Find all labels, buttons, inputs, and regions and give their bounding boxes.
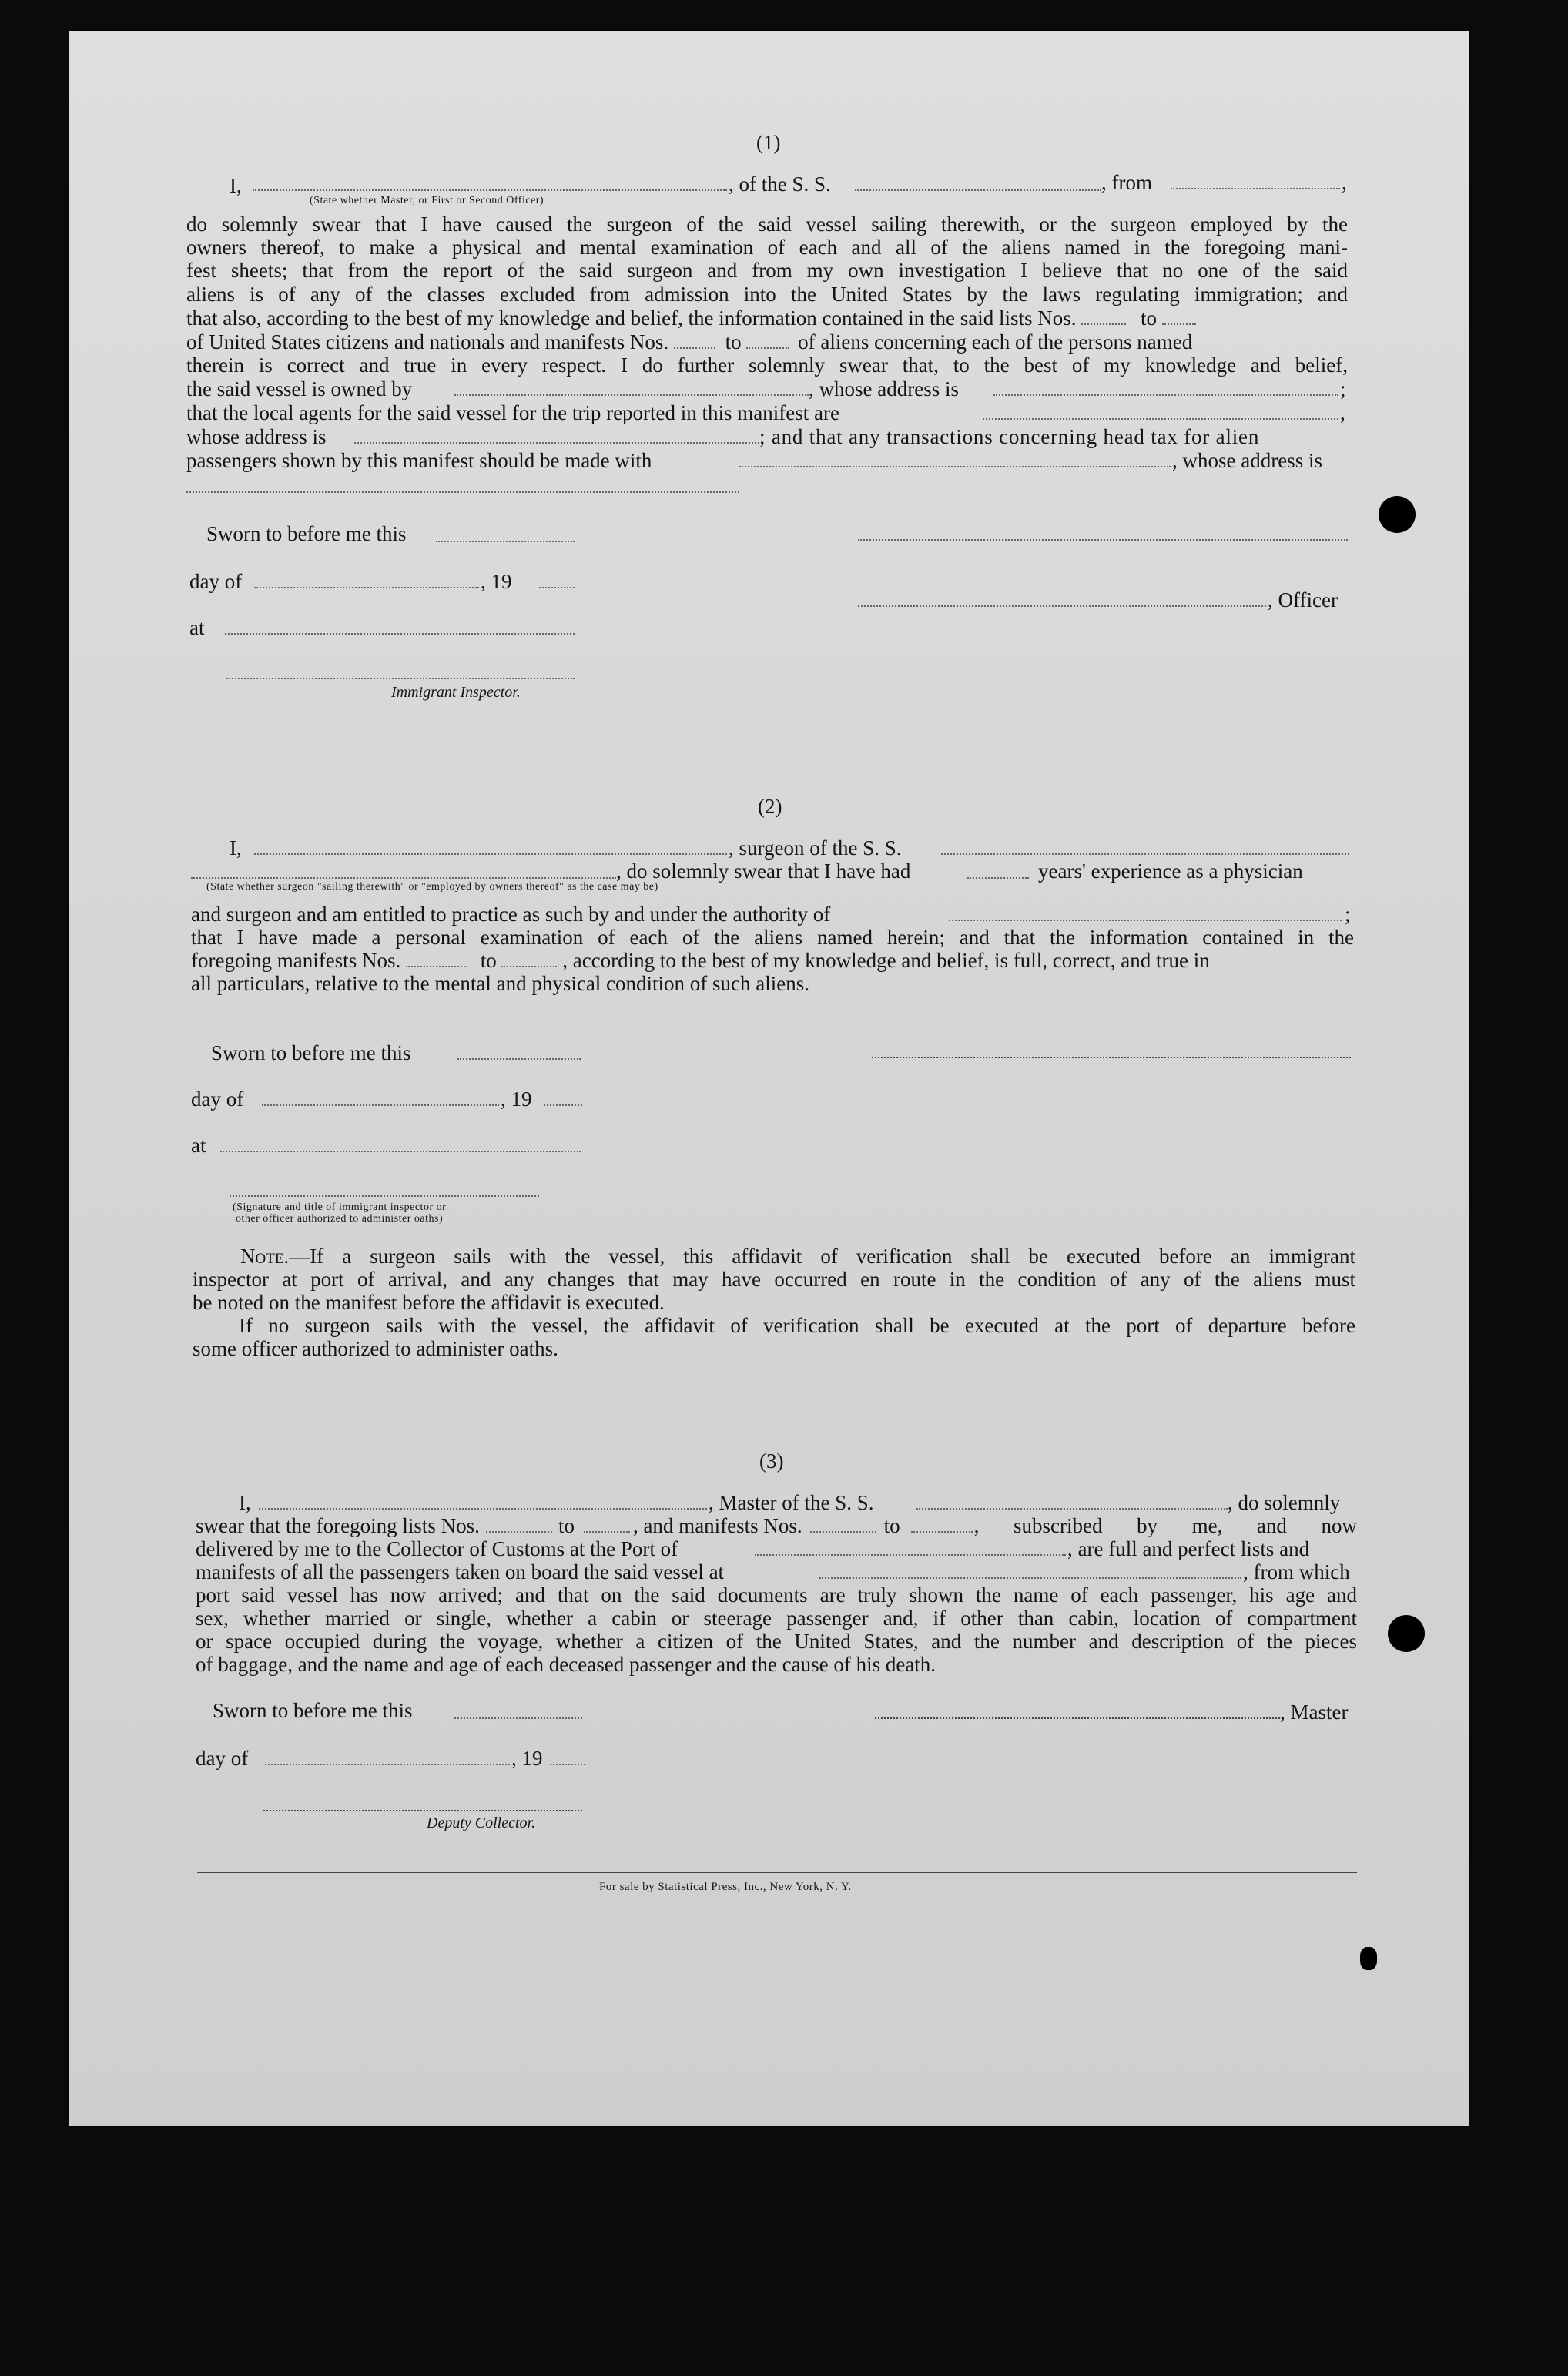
lists-to-field[interactable] <box>1162 308 1196 325</box>
manifests-to-field[interactable] <box>746 332 789 349</box>
years-experience-field[interactable] <box>967 877 1029 879</box>
port-field[interactable] <box>755 1554 1066 1556</box>
section2-inspector-signature-line[interactable] <box>230 1195 539 1197</box>
section2-manifests-from-field[interactable] <box>406 950 467 967</box>
section1-line8a: the said vessel is owned by <box>186 377 413 400</box>
section3-ship-field[interactable] <box>916 1508 1228 1510</box>
section3-line2-text: swear that the foregoing lists Nos. <box>196 1514 480 1537</box>
owner-field[interactable] <box>454 394 809 396</box>
section2-surgeon-of: , surgeon of the S. S. <box>729 836 902 860</box>
section1-number: (1) <box>756 131 781 154</box>
section3-year: , 19 <box>511 1747 543 1770</box>
paper-mark <box>1360 1947 1377 1970</box>
note-line5: some officer authorized to administer oaths. <box>193 1337 558 1360</box>
ship-name-field[interactable] <box>855 189 1101 191</box>
section1-line8b: , whose address is <box>809 377 959 400</box>
section1-year-field[interactable] <box>539 587 575 588</box>
note-label: Note. <box>240 1245 290 1268</box>
section1-comma: , <box>1342 171 1347 194</box>
section2-ship-field[interactable] <box>941 853 1349 855</box>
section2-state-note: (State whether surgeon "sailing therewith" or "employed by owners thereof" as the case may be) <box>206 881 658 893</box>
section1-i-label: I, <box>230 174 242 197</box>
agents-address-field[interactable] <box>354 442 759 444</box>
section3-deputy: Deputy Collector. <box>427 1815 536 1831</box>
section1-at: at <box>189 616 205 639</box>
section1-line11a: passengers shown by this manifest should be made with <box>186 449 652 472</box>
section1-line9b: , <box>1340 401 1345 424</box>
owner-address-field[interactable] <box>993 394 1338 396</box>
section1-inspector-signature-line[interactable] <box>226 678 575 679</box>
section1-line7: therein is correct and true in every respect. I do further solemnly swear that, to the best of my knowledge and belief, <box>186 354 1348 377</box>
section2-years: years' experience as a physician <box>1038 860 1303 883</box>
section1-line6 <box>186 330 1192 354</box>
section2-line3-text: foregoing manifests Nos. <box>191 949 401 972</box>
section3-master-of: , Master of the S. S. <box>709 1491 874 1514</box>
surgeon-status-field[interactable] <box>191 877 616 879</box>
section1-of-ss: , of the S. S. <box>729 173 831 196</box>
section1-year: , 19 <box>481 570 512 593</box>
section3-manifests-to-field[interactable] <box>911 1516 973 1533</box>
section1-line4: aliens is of any of the classes excluded from admission into the United States by the laws regulating immigration; and <box>186 283 1348 306</box>
section2-line3 <box>191 949 1210 973</box>
section2-sworn: Sworn to before me this <box>211 1041 411 1064</box>
footer-imprint: For sale by Statistical Press, Inc., New York, N. Y. <box>599 1881 852 1893</box>
practice-authority-field[interactable] <box>949 920 1342 921</box>
section3-day-of: day of <box>196 1747 249 1770</box>
section2-year: , 19 <box>501 1087 532 1111</box>
section3-line5: port said vessel has now arrived; and that on the said documents are truly shown the name of each passenger, his age and <box>196 1583 1357 1607</box>
note-line1 <box>240 1245 1355 1268</box>
section2-sig-note1: (Signature and title of immigrant inspector or <box>233 1201 447 1213</box>
section2-line1: and surgeon and am entitled to practice as such by and under the authority of <box>191 903 831 926</box>
section2-line2: that I have made a personal examination of each of the aliens named herein; and that the information contained in the <box>191 926 1354 949</box>
section1-line3: fest sheets; that from the report of the said surgeon and from my own investigation I believe that no one of the said <box>186 259 1348 282</box>
section1-line6-end: of aliens concerning each of the persons named <box>798 330 1193 354</box>
section3-deputy-signature-line[interactable] <box>263 1810 582 1811</box>
section3-line2-to1: to <box>558 1514 575 1537</box>
lists-from-field[interactable] <box>1081 308 1126 325</box>
section1-line8c: ; <box>1340 377 1346 400</box>
section2-line1-end: ; <box>1345 903 1351 926</box>
section2-line4: all particulars, relative to the mental and physical condition of such aliens. <box>191 972 809 995</box>
section2-line3-to: to <box>480 949 497 972</box>
section1-day-field[interactable] <box>254 587 479 588</box>
section3-number: (3) <box>759 1449 784 1473</box>
section2-swear-had: , do solemnly swear that I have had <box>616 860 911 883</box>
note-line2: inspector at port of arrival, and any changes that may have occurred en route in the condition of any of the aliens must <box>193 1268 1355 1291</box>
section3-manifests-from-field[interactable] <box>810 1516 876 1533</box>
section1-line10a: whose address is <box>186 425 327 448</box>
embarkation-port-field[interactable] <box>819 1577 1241 1579</box>
manifests-from-field[interactable] <box>674 332 715 349</box>
head-tax-party-field[interactable] <box>739 466 1171 467</box>
officer-name-field[interactable] <box>253 189 727 191</box>
local-agents-field[interactable] <box>983 418 1338 420</box>
section2-sworn-date-field[interactable] <box>457 1058 581 1060</box>
section3-lists-from-field[interactable] <box>486 1516 552 1533</box>
section2-manifests-to-field[interactable] <box>501 950 557 967</box>
section1-line9a: that the local agents for the said vessel for the trip reported in this manifest are <box>186 401 839 424</box>
section2-year-field[interactable] <box>544 1104 582 1106</box>
section3-i-label: I, <box>239 1491 251 1514</box>
section3-master: , Master <box>1280 1701 1349 1724</box>
section2-surgeon-signature-line[interactable] <box>872 1057 1351 1058</box>
section1-line5 <box>186 307 1196 330</box>
section1-sworn: Sworn to before me this <box>206 522 407 545</box>
section1-at-field[interactable] <box>225 633 575 635</box>
section3-line6: sex, whether married or single, whether a cabin or steerage passenger and, if other than cabin, location of compartment <box>196 1607 1357 1630</box>
section1-from-label: , from <box>1101 171 1152 194</box>
section2-line3-end: , according to the best of my knowledge and belief, is full, correct, and true in <box>562 949 1210 972</box>
section1-line6-text: of United States citizens and nationals and manifests Nos. <box>186 330 669 354</box>
section3-day-field[interactable] <box>265 1764 510 1765</box>
note-line3: be noted on the manifest before the affidavit is executed. <box>193 1291 665 1314</box>
section2-at: at <box>191 1134 206 1157</box>
section1-sworn-date-field[interactable] <box>436 541 575 542</box>
surgeon-name-field[interactable] <box>254 853 727 855</box>
head-tax-address-field[interactable] <box>186 491 739 493</box>
section1-officer: , Officer <box>1268 588 1338 612</box>
section3-line4b: , from which <box>1243 1560 1350 1583</box>
from-port-field[interactable] <box>1171 188 1340 189</box>
section1-day-of: day of <box>189 570 243 593</box>
section2-day-of: day of <box>191 1087 244 1111</box>
section3-sworn: Sworn to before me this <box>213 1699 413 1722</box>
section2-sig-note2: other officer authorized to administer oaths) <box>236 1213 444 1225</box>
section1-line1: do solemnly swear that I have caused the surgeon of the said vessel sailing therewith, or the surgeon employed by the <box>186 213 1348 236</box>
note-line4: If no surgeon sails with the vessel, the affidavit of verification shall be executed at the port of departure before <box>239 1314 1355 1337</box>
section3-master-signature-line[interactable] <box>875 1717 1280 1719</box>
note-line1-text: —If a surgeon sails with the vessel, this affidavit of verification shall be executed before an immigrant <box>289 1245 1355 1268</box>
section3-line2-end: , subscribed by me, and now <box>973 1514 1357 1537</box>
section1-line11b: , whose address is <box>1172 449 1322 472</box>
punch-hole-bottom <box>1388 1615 1425 1652</box>
footer-rule <box>197 1872 1357 1873</box>
section1-line6-to: to <box>725 330 742 354</box>
section1-line5-to: to <box>1140 307 1157 330</box>
section3-line2-manifests: , and manifests Nos. <box>632 1514 802 1537</box>
section3-line2 <box>196 1514 1357 1538</box>
section1-line10b: ; and that any transactions concerning head tax for alien <box>759 425 1260 448</box>
section3-line4a: manifests of all the passengers taken on board the said vessel at <box>196 1560 725 1583</box>
section1-inspector: Immigrant Inspector. <box>391 684 521 701</box>
section3-line8: of baggage, and the name and age of each deceased passenger and the cause of his death. <box>196 1653 936 1676</box>
section2-at-field[interactable] <box>220 1151 581 1152</box>
punch-hole-top <box>1379 496 1416 533</box>
section1-state-note: (State whether Master, or First or Second Officer) <box>310 195 544 206</box>
section3-lists-to-field[interactable] <box>584 1516 630 1533</box>
section1-line2: owners thereof, to make a physical and mental examination of each and all of the aliens named in the foregoing mani- <box>186 236 1348 259</box>
section3-do-solemnly: , do solemnly <box>1228 1491 1341 1514</box>
master-name-field[interactable] <box>259 1508 707 1510</box>
section3-line3a: delivered by me to the Collector of Customs at the Port of <box>196 1537 678 1560</box>
section2-day-field[interactable] <box>262 1104 499 1106</box>
section3-line3b: , are full and perfect lists and <box>1067 1537 1310 1560</box>
section1-officer-title-line[interactable] <box>858 605 1266 607</box>
section3-sworn-date-field[interactable] <box>454 1717 582 1719</box>
section1-line5-text: that also, according to the best of my knowledge and belief, the information contained in the said lists Nos. <box>186 307 1077 330</box>
section3-line7: or space occupied during the voyage, whether a citizen of the United States, and the number and description of the pieces <box>196 1630 1357 1653</box>
section2-number: (2) <box>758 795 782 818</box>
section2-i-label: I, <box>230 836 242 860</box>
section3-line2-to2: to <box>883 1514 900 1537</box>
section1-officer-signature-line[interactable] <box>858 539 1348 541</box>
section3-year-field[interactable] <box>550 1764 585 1765</box>
